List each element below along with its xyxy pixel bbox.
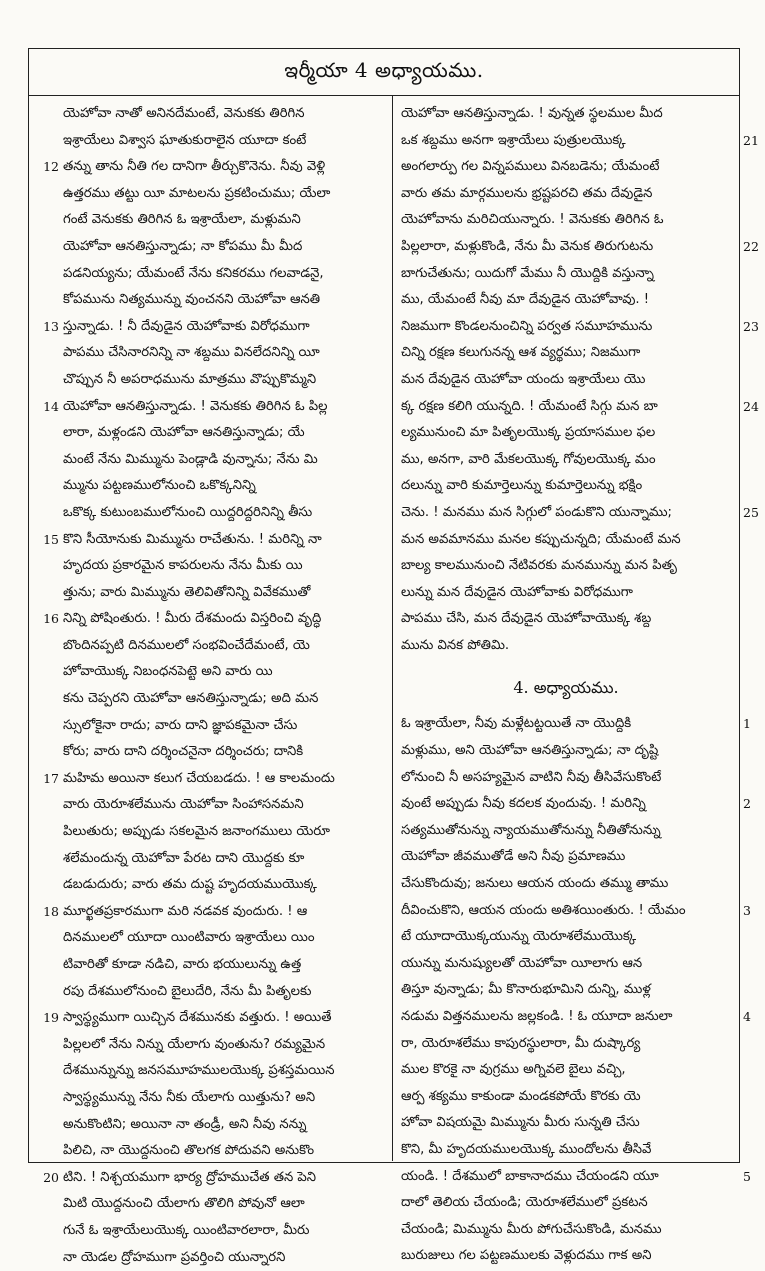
verse-number (743, 580, 765, 607)
line-text: దలున్ను వారి కుమార్తెలున్ను కుమార్తెలున్ను భక్షిం (401, 478, 643, 494)
verse-number (743, 1084, 765, 1111)
line-text: దాలో తెలియ చేయండి; యెరూశలేములో ప్రకటన (401, 1195, 648, 1211)
verse-number (743, 101, 765, 128)
verse-number (31, 633, 59, 660)
text-line (401, 1137, 731, 1164)
text-line (63, 846, 393, 873)
verse-number (31, 181, 59, 208)
text-line (63, 1191, 393, 1218)
verse-number (743, 977, 765, 1004)
line-text: హృదయ ప్రకారమైన కాపరులను నేను మీకు యి (63, 558, 303, 574)
text-line (401, 500, 759, 527)
text-line (401, 340, 731, 367)
text-line (401, 181, 731, 208)
line-text: బొందినప్పటి దినములలో సంభవించేదేమంటే, యె (63, 637, 310, 653)
text-line (63, 925, 393, 952)
line-text: లారా, మళ్లండని యెహోవా ఆనతిస్తున్నాడు; యే (63, 425, 305, 441)
verse-number (743, 1217, 765, 1244)
verse-number: 12 (43, 159, 59, 175)
line-text: మును వినక పోతిమి. (401, 637, 510, 653)
text-line (401, 606, 731, 633)
verse-number (743, 871, 765, 898)
text-line (401, 765, 731, 792)
text-line (401, 101, 731, 128)
line-text: రా, యెరూశలేము కాపురస్థులారా, మీ దుష్కార్య (401, 1035, 641, 1051)
verse-number (31, 1058, 59, 1085)
line-text: ము, అనగా, వారి మేకలయొక్క గోవులయొక్క మం (401, 451, 656, 467)
line-text: స్వాస్థ్యమున్ను నేను నీకు యేలాగు యిత్తును? అని (63, 1089, 316, 1105)
verse-number: 20 (43, 1169, 59, 1185)
verse-number (31, 101, 59, 128)
line-text: ఉత్తరము తట్టు యీ మాటలను ప్రకటించుము; యేలా (63, 185, 331, 201)
verse-number (31, 952, 59, 979)
verse-number (31, 553, 59, 580)
line-text: టివారితో కూడా నడిచి, వారు భయులున్ను ఉత్త (63, 957, 302, 972)
verse-number (743, 553, 765, 580)
text-line (401, 261, 731, 288)
line-text: స్సులోకైనా రాదు; వారు దాని జ్ఞాపకమైనా చేసు (63, 717, 298, 733)
verse-number (743, 1243, 765, 1270)
verse-number (31, 792, 59, 819)
text-line (63, 287, 393, 314)
text-line (63, 553, 393, 580)
verse-number (31, 287, 59, 314)
line-text: ముల కొరకై నా వుగ్రము అగ్నివలె బైలు వచ్చి, (401, 1062, 626, 1078)
verse-number (743, 1031, 765, 1058)
verse-number: 2 (743, 796, 751, 812)
text-line (63, 207, 393, 234)
verse-number (743, 261, 765, 288)
line-text: చిన్ని రక్షణ కలుగునన్న ఆశ వ్యర్థము; నిజముగా (401, 345, 641, 361)
left-column (43, 101, 393, 1271)
text-line (401, 128, 759, 155)
text-line (63, 101, 393, 128)
text-line (401, 977, 731, 1004)
verse-number (31, 979, 59, 1006)
text-line (401, 711, 751, 738)
line-text: అనుకొంటిని; అయినా నా తండ్రీ, అని నీవు నన్ను (63, 1116, 307, 1132)
line-text: పడనియ్యను; యేమంటే నేను కనికరము గలవాడనై, (63, 265, 324, 281)
text-line (401, 818, 731, 845)
line-text: నా యెడల ద్రోహముగా ప్రవర్తించి యున్నారని (63, 1249, 286, 1265)
verse-number (31, 872, 59, 899)
verse-number (743, 340, 765, 367)
verse-number (743, 287, 765, 314)
line-text: హోవా విషయమై మిమ్మును మీరు సున్నతి చేసు (401, 1115, 640, 1131)
line-text: యెహోవా ఆనతిస్తున్నాడు. ! వెనుకకు తిరిగిన ఓ పిల్ల (63, 398, 328, 414)
text-line (63, 181, 393, 208)
verse-number (31, 367, 59, 394)
line-text: త్తును; వారు మిమ్మును తెలివితోనిన్ని వివేకముతో (63, 584, 311, 600)
text-line (63, 367, 393, 394)
verse-number (31, 739, 59, 766)
verse-number (31, 1218, 59, 1245)
text-line (63, 872, 393, 899)
verse-number (31, 1112, 59, 1139)
line-text: యెహోవా నాతో అనినదేమంటే, వెనుకకు తిరిగిన (63, 106, 305, 121)
line-text: టే యూదాయొక్కయున్ను యెరూశలేముయొక్క (401, 929, 637, 945)
text-line (43, 527, 393, 554)
line-text: ము, యేమంటే నీవు మా దేవుడైన యెహోవావు. ! (401, 292, 650, 308)
line-text: క్క రక్షణ కలిగి యున్నది. ! యేమంటే సిగ్గు మన బా (401, 398, 658, 414)
line-text: చేసుకొందువు; జనులు ఆయన యందు తమ్ము తాము (401, 876, 669, 892)
text-line (63, 1218, 393, 1245)
line-text: నిజముగా కొండలనుంచిన్ని పర్వత సమూహమును (401, 318, 653, 334)
line-text: కోరు; వారు దాని దర్శించనైనా దర్శించరు; దానికి (63, 744, 304, 760)
verse-number (31, 207, 59, 234)
line-text: వుంటే అప్పుడు నీవు కదలక వుందువు. ! మరిన్ని (401, 796, 646, 812)
verse-number (743, 367, 765, 394)
line-text: పిల్లలలో నేను నిన్ను యేలాగు వుంతును? రమ్యమైన (63, 1036, 326, 1052)
line-text: చొప్పున నీ అపరాధమును మాత్రము వొప్పుకొమ్మని (63, 371, 317, 387)
text-line (401, 394, 759, 421)
line-text: టిని. ! నిశ్చయముగా భార్య ద్రోహముచేత తన పెని (63, 1169, 317, 1185)
page-header (28, 48, 740, 96)
line-text: అంగలార్పు గల విన్నపములు వినబడెను; యేమంటే (401, 159, 660, 175)
verse-number (743, 207, 765, 234)
verse-number: 1 (743, 716, 751, 732)
text-line (63, 819, 393, 846)
text-line (63, 659, 393, 686)
right-column-part-a (401, 101, 759, 659)
verse-number (743, 1137, 765, 1164)
verse-number: 22 (743, 238, 759, 254)
line-text: యున్ను మనుష్యులతో యెహోవా యీలాగు ఆన (401, 955, 643, 971)
verse-number (743, 473, 765, 500)
text-line (63, 1245, 393, 1271)
text-line (63, 580, 393, 607)
verse-number (743, 181, 765, 208)
line-text: పాపము చేసినారనిన్ని నా శబ్దము వినలేదనిన్ని యీ (63, 345, 320, 361)
line-text: కను చెప్పరని యెహోవా ఆనతిస్తున్నాడు; అది మన (63, 691, 319, 707)
verse-number: 13 (43, 318, 59, 334)
line-text: చెను. ! మనము మన సిగ్గులో పండుకొని యున్నాము; (401, 504, 672, 520)
line-text: ఒక శబ్దము అనగా ఇశ్రాయేలు పుత్రులయొక్క (401, 132, 626, 148)
line-text: దీవించుకొని, ఆయన యందు అతిశయింతురు. ! యేమం (401, 902, 686, 918)
text-line (63, 500, 393, 527)
text-line (63, 633, 393, 660)
line-text: చేయండి; మిమ్మును మీరు పోగుచేసుకొండి, మనము (401, 1221, 662, 1237)
line-text: డబడుదురు; వారు తమ దుష్ట హృదయముయొక్క (63, 877, 317, 893)
verse-number (31, 659, 59, 686)
verse-number (743, 818, 765, 845)
line-text: కోపమును నిత్యమున్ను వుంచనని యెహోవా ఆనతి (63, 292, 321, 308)
text-line (401, 367, 731, 394)
line-text: పిలుతురు; అప్పుడు సకలమైన జనాంగములు యెరూ (63, 824, 330, 840)
right-column (401, 101, 759, 1270)
text-line (401, 1217, 731, 1244)
verse-number (31, 447, 59, 474)
verse-number: 19 (43, 1010, 59, 1026)
verse-number: 24 (743, 398, 759, 414)
text-line (63, 979, 393, 1006)
text-line (401, 951, 731, 978)
verse-number: 23 (743, 318, 759, 334)
verse-number (743, 765, 765, 792)
verse-number (31, 420, 59, 447)
text-line (63, 234, 393, 261)
line-text: ఇశ్రాయేలు విశ్వాస ఘాతుకురాలైన యూదా కంటే (63, 132, 307, 148)
text-line (401, 791, 751, 818)
text-line (63, 952, 393, 979)
line-text: యండి. ! దేశములో బాకానాదము చేయండని యూ (401, 1168, 659, 1184)
verse-number: 17 (43, 770, 59, 786)
line-text: మంటే నేను మిమ్మును పెండ్లాడి వున్నాను; నేను మి (63, 451, 318, 467)
verse-number (743, 738, 765, 765)
text-line (401, 1164, 751, 1191)
verse-number: 4 (743, 1009, 751, 1024)
verse-number (31, 500, 59, 527)
line-text: బాగుచేతును; యిదుగో మేము నీ యొద్దికి వస్తున్నా (401, 265, 654, 281)
verse-number (31, 819, 59, 846)
verse-number (743, 447, 765, 474)
text-line (401, 1084, 731, 1111)
text-line (401, 580, 731, 607)
text-line (63, 128, 393, 155)
text-line (401, 738, 731, 765)
text-line (43, 394, 393, 421)
text-line (401, 1031, 731, 1058)
line-text: మహిమ అయినా కలుగ చేయబడదు. ! ఆ కాలమందు (63, 770, 335, 786)
verse-number: 14 (43, 398, 59, 414)
line-text: ఆర్ప శక్యము కాకుండా మండకపోయే కొరకు యె (401, 1088, 641, 1104)
verse-number (31, 1085, 59, 1112)
text-line (63, 261, 393, 288)
line-text: మిటి యొద్దనుంచి యేలాగు తొలిగి పోవునో ఆలా (63, 1196, 305, 1212)
text-line (401, 1243, 731, 1270)
line-text: లున్ను మన దేవుడైన యెహోవాకు విరోధముగా (401, 584, 633, 600)
line-text: పిల్లలారా, మళ్లుకొండి, నేను మీ వెనుక తిరుగుటను (401, 238, 654, 254)
line-text: మన దేవుడైన యెహోవా యందు ఇశ్రాయేలు యొ (401, 371, 646, 387)
text-line (43, 1165, 393, 1192)
text-line (401, 924, 731, 951)
text-line (401, 553, 731, 580)
text-line (401, 1057, 731, 1084)
line-text: లోనుంచి నీ అసహ్యమైన వాటిని నీవు తీసివేసుకొంటే (401, 769, 662, 785)
line-text: హోవాయొక్క నిబంధనపెట్టె అని వారు యి (63, 664, 273, 680)
verse-number (743, 951, 765, 978)
verse-number (743, 1190, 765, 1217)
text-line (401, 473, 731, 500)
line-text: ఓ ఇశ్రాయేలా, నీవు మళ్లేటట్టయితే నా యొద్దికి (401, 716, 632, 732)
verse-number (743, 1057, 765, 1084)
verse-number (31, 1191, 59, 1218)
text-line (63, 1058, 393, 1085)
text-line (43, 606, 393, 633)
verse-number (31, 1245, 59, 1271)
text-line (43, 314, 393, 341)
text-line (43, 899, 393, 926)
text-line (63, 447, 393, 474)
verse-number (31, 1032, 59, 1059)
line-text: దేశమున్నున్ను జనసమూహములయొక్క ప్రశస్తమయిన (63, 1063, 335, 1079)
text-columns (28, 95, 759, 1265)
text-line (63, 420, 393, 447)
line-text: యెహోవా జీవముతోడే అని నీవు ప్రమాణము (401, 849, 626, 865)
verse-number: 18 (43, 903, 59, 919)
text-line (401, 871, 731, 898)
verse-number (743, 420, 765, 447)
text-line (401, 314, 759, 341)
text-line (63, 473, 393, 500)
verse-number: 3 (743, 902, 751, 918)
line-text: కొని సీయోనుకు మిమ్మును రాచేతును. ! మరిన్ని నా (63, 531, 322, 547)
text-line (401, 633, 731, 660)
line-text: తన్ను తాను నీతి గల దానిగా తీర్చుకొనెను. నీవు వెళ్లి (63, 159, 326, 175)
text-line (43, 154, 393, 181)
text-line (401, 447, 731, 474)
text-line (401, 287, 731, 314)
text-line (63, 792, 393, 819)
line-text: మూర్ఖతప్రకారముగా మరి నడవక వుందురు. ! ఆ (63, 903, 308, 919)
text-line (401, 1110, 731, 1137)
verse-number (31, 473, 59, 500)
text-line (63, 1032, 393, 1059)
verse-number (743, 1110, 765, 1137)
line-text: తిస్తూ వున్నాడు; మీ కొనారుభూమిని దున్ని, ముళ్ల (401, 982, 651, 998)
line-text: పాపము చేసి, మన దేవుడైన యెహోవాయొక్క శబ్ద (401, 611, 652, 627)
line-text: దినములలో యూదా యింటివారు ఇశ్రాయేలు యిం (63, 930, 315, 946)
chapter-heading: 4. అధ్యాయము. (513, 678, 619, 698)
line-text: యెహోవాను మరిచియున్నారు. ! వెనుకకు తిరిగిన ఓ (401, 212, 664, 228)
text-line (43, 1005, 393, 1032)
text-line (43, 766, 393, 793)
text-line (401, 154, 731, 181)
verse-number: 15 (43, 531, 59, 547)
text-line (63, 1112, 393, 1139)
verse-number: 5 (743, 1168, 751, 1184)
text-line (401, 420, 731, 447)
verse-number (31, 128, 59, 155)
line-text: సత్యముతోనున్ను న్యాయముతోనున్ను నీతితోనున్ను (401, 822, 661, 838)
verse-number (743, 154, 765, 181)
line-text: ల్యమునుంచి మా పితృలయొక్క ప్రయాసముల ఫల (401, 425, 656, 441)
line-text: స్తున్నాడు. ! నీ దేవుడైన యెహోవాకు విరోధముగా (63, 318, 310, 334)
verse-number (31, 925, 59, 952)
verse-number (31, 713, 59, 740)
line-text: మ్మును పట్టణములోనుంచి ఒకొక్కనిన్ని (63, 478, 256, 494)
line-text: ఒకొక్క కుటుంబములోనుంచి యిద్దరిద్దరినిన్ని తీసు (63, 504, 313, 520)
text-line (401, 234, 759, 261)
verse-number (31, 234, 59, 261)
line-text: స్వాస్థ్యముగా యిచ్చిన దేశమునకు వత్తురు. ! అయితే (63, 1010, 332, 1026)
text-line (401, 1190, 731, 1217)
verse-number (31, 261, 59, 288)
line-text: గంటే వెనుకకు తిరిగిన ఓ ఇశ్రాయేలా, మళ్లుమని (63, 212, 301, 228)
line-text: నడుమ విత్తనములను జల్లకండి. ! ఓ యూదా జనులా (401, 1009, 673, 1024)
line-text: బాల్య కాలమునుంచి నేటివరకు మనమున్ను మన పితృ (401, 558, 677, 574)
verse-number (31, 686, 59, 713)
verse-number: 25 (743, 504, 759, 520)
line-text: శలేమందున్న యెహోవా పేరట దాని యొద్దకు కూ (63, 850, 305, 866)
right-column-part-b (401, 711, 751, 1269)
verse-number (31, 1138, 59, 1165)
line-text: వారు యెరూశలేమును యెహోవా సింహాసనమని (63, 797, 304, 813)
verse-number (31, 846, 59, 873)
text-line (401, 527, 731, 554)
verse-number (743, 924, 765, 951)
line-text: బురుజులు గల పట్టణములకు వెళ్లుదము గాక అని (401, 1248, 652, 1264)
text-line (401, 207, 731, 234)
line-text: రపు దేశములోనుంచి బైలుదేరి, నేను మీ పితృలకు (63, 983, 312, 999)
verse-number (743, 606, 765, 633)
page-title: ఇర్మీయా 4 అధ్యాయము. (284, 57, 484, 82)
verse-number (743, 633, 765, 660)
text-line (63, 340, 393, 367)
line-text: నిన్ని పోషింతురు. ! మీరు దేశమందు విస్తరించి వృద్ధి (63, 611, 322, 627)
verse-number: 16 (43, 611, 59, 627)
verse-number (743, 844, 765, 871)
line-text: వారు తమ మార్గములను భ్రష్టపరచి తమ దేవుడైన (401, 185, 653, 201)
verse-number (743, 527, 765, 554)
text-line (63, 686, 393, 713)
line-text: యెహోవా ఆనతిస్తున్నాడు. ! వున్నత స్థలముల మీద (401, 106, 663, 121)
verse-number: 21 (743, 132, 759, 148)
line-text: కొని, మీ హృదయములయొక్క ముందోలను తీసివే (401, 1141, 652, 1157)
text-line (401, 898, 751, 925)
verse-number (31, 580, 59, 607)
line-text: పిలిచి, నా యొద్దనుంచి తొలగక పోదువని అనుకొం (63, 1143, 315, 1159)
text-line (63, 739, 393, 766)
text-line (63, 1138, 393, 1165)
line-text: గునే ఓ ఇశ్రాయేలుయొక్క యింటివారలారా, మీరు (63, 1222, 310, 1238)
text-line (63, 713, 393, 740)
line-text: మళ్లుము, అని యెహోవా ఆనతిస్తున్నాడు; నా దృష్టి (401, 743, 659, 759)
line-text: మన అవమానము మనల కప్పుచున్నది; యేమంటే మన (401, 531, 681, 547)
verse-number (31, 340, 59, 367)
text-line (401, 1004, 751, 1031)
text-line (401, 844, 731, 871)
text-line (63, 1085, 393, 1112)
line-text: యెహోవా ఆనతిస్తున్నాడు; నా కోపము మీ మీద (63, 238, 303, 254)
